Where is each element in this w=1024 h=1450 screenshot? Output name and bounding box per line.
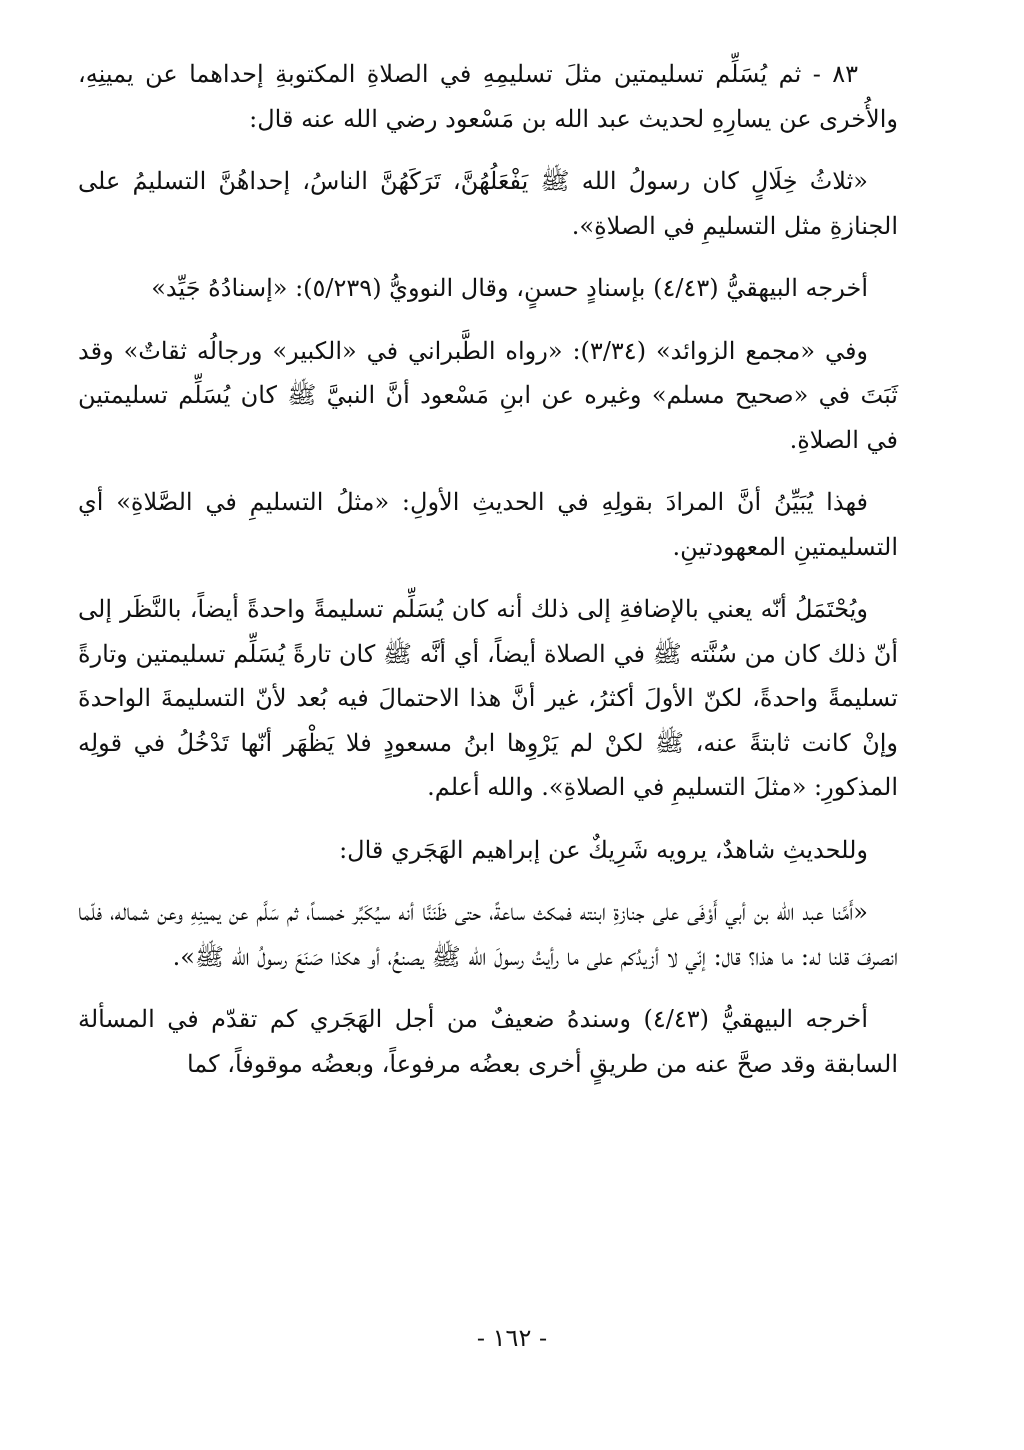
paragraph-hadith-quote: «ثلاثُ خِلَالٍ كان رسولُ الله ﷺ يَفْعَلُهُنَّ، تَرَكَهُنَّ الناسُ، إحداهُنَّ التسليمُ على الجنازةِ مثل التسليمِ في الصلاةِ». [78, 167, 898, 240]
paragraph-takhrij-weak: أخرجه البيهقيُّ (٤/٤٣) وسندهُ ضعيفٌ من أجل الهَجَري كم تقدّم في المسألة السابقة وقد صحَّ عنه من طريقٍ أخرى بعضُه مرفوعاً، وبعضُه موقوفاً، كما [78, 1005, 898, 1078]
page-number: - ١٦٢ - [476, 1324, 548, 1352]
paragraph-possibility: ويُحْتَمَلُ أنّه يعني بالإضافةِ إلى ذلك أنه كان يُسَلِّم تسليمةً واحدةً أيضاً، بالنَّظَر إلى أنّ ذلك كان من سُنَّته ﷺ في الصلاة أيضاً، أي أنَّه ﷺ كان تارةً يُسَلِّم تسليمتين وتارةً تسليمةً واحدةً، لكنّ الأولَ أكثرُ، غير أنَّ هذا الاحتمالَ فيه بُعد لأنّ التسليمةَ الواحدةَ وإنْ كانت ثابتةً عنه، ﷺ لكنْ لم يَرْوِها ابنُ مسعودٍ فلا يَظْهَر أنّها تَدْخُلُ في قولِه المذكورِ: «مثلَ التسليمِ في الصلاةِ». والله أعلم. [78, 595, 898, 801]
paragraph-takhrij-bayhaqi: أخرجه البيهقيُّ (٤/٤٣) بإسنادٍ حسنٍ، وقال النوويُّ (٥/٢٣٩): «إسنادُهُ جَيِّد» [151, 274, 868, 302]
page-body [78, 52, 898, 1104]
paragraph-83-ruling: ٨٣ - ثم يُسَلِّم تسليمتين مثلَ تسليمِهِ في الصلاةِ المكتوبةِ إحداهما عن يمينِهِ، والأُخرى عن يسارِهِ لحديث عبد الله بن مَسْعود رضي الله عنه قال: [78, 60, 898, 133]
paragraph-explanation: فهذا يُبَيِّنُ أنَّ المرادَ بقولِهِ في الحديثِ الأولِ: «مثلُ التسليمِ في الصَّلاةِ» أي التسليمتينِ المعهودتينِ. [78, 488, 898, 561]
paragraph-majma-zawaid: وفي «مجمع الزوائد» (٣/٣٤): «رواه الطَّبراني في «الكبير» ورجالُه ثقاتٌ» وقد ثَبَتَ في «صحيح مسلم» وغيره عن ابنِ مَسْعود أنَّ النبيَّ ﷺ كان يُسَلِّم تسليمتين في الصلاةِ. [78, 336, 898, 454]
paragraph-ibn-abi-awfa: «أَمَّنا عبد الله بن أبي أَوْفَى على جنازةِ ابنته فمكث ساعةً، حتى ظَنَنَّا أنه سيُكَبِّر خمساً، ثم سَلَّم عن يمينِهِ وعن شماله، فلّما انصرفَ قلنا له: ما هذا؟ قال: إنّي لا أزيدُكم على ما رأيتُ رسولَ الله ﷺ يصنعُ، أو هكذا صَنَعَ رسولُ الله ﷺ». [78, 898, 898, 971]
paragraph-shahid: وللحديثِ شاهدٌ، يرويه شَرِيكٌ عن إبراهيم الهَجَري قال: [339, 835, 868, 864]
